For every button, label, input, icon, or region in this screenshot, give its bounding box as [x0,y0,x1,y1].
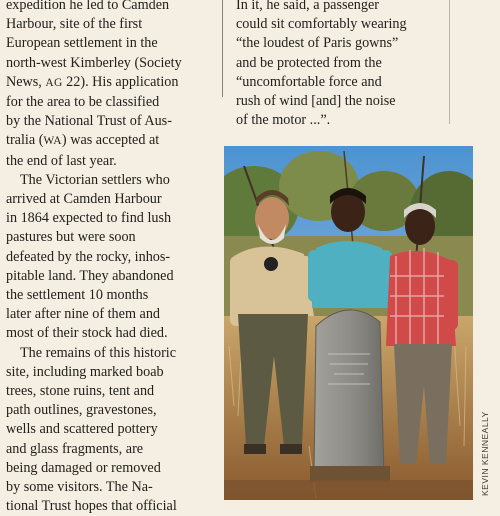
photo-credit-text: KEVIN KENNEALLY [480,411,490,496]
text-line: by the National Trust of Aus- [6,113,172,130]
text-line [6,131,218,151]
photo-credit [478,408,492,498]
gravestone [310,310,390,482]
text-line: site, including marked boab [6,363,164,380]
text-fragment: tralia ( [6,132,44,149]
text-line: trees, stone ruins, tent and [6,383,155,400]
text-line: defeated by the rocky, inhos- [6,248,171,265]
left-text-column [6,0,218,516]
text-line: north-west Kimberley (Society [6,54,182,71]
text-line: “the loudest of Paris gowns” [236,35,399,52]
text-line: pitable land. They abandoned [6,267,174,284]
text-fragment: 22). His application [62,73,179,90]
small-caps-abbrev: AG [45,76,63,89]
text-line: being damaged or removed [6,459,161,476]
text-line [6,73,218,93]
column-divider-right [449,0,450,124]
text-line: for the area to be classified [6,94,160,111]
paragraph-settlers [6,171,218,344]
text-line: the end of last year. [6,152,117,169]
text-line: Harbour, site of the first [6,16,143,33]
text-line: wells and scattered pottery [6,421,158,438]
paragraph-remains [6,344,218,516]
text-fragment: ) was accepted at [61,132,160,149]
text-line: later after nine of them and [6,306,161,323]
small-caps-abbrev: WA [43,135,62,148]
text-line: arrived at Camden Harbour [6,191,162,208]
text-line: and glass fragments, are [6,440,144,457]
text-line: tional Trust hopes that official [6,498,177,515]
text-line: could sit comfortably wearing [236,16,407,33]
text-line: of the motor ...”. [236,112,331,129]
foreground-dirt [224,480,473,500]
text-line: pastures but were soon [6,229,136,246]
text-line: European settlement in the [6,35,158,52]
paragraph-continuation [6,0,218,171]
text-line: most of their stock had died. [6,325,168,342]
photo-three-men-gravestone [224,146,473,500]
text-line: rush of wind [and] the noise [236,93,396,110]
text-line: “uncomfortable force and [236,73,382,90]
text-line: The remains of this historic [20,344,177,361]
text-line: The Victorian settlers who [20,171,170,188]
text-fragment: News, [6,73,46,90]
text-line: path outlines, gravestones, [6,402,157,419]
text-line: and be protected from the [236,54,382,71]
text-line: the settlement 10 months [6,287,149,304]
column-divider [222,0,223,97]
text-line: expedition he led to Camden [6,0,170,13]
right-text-column [236,0,448,130]
text-line: In it, he said, a passenger [236,0,380,13]
text-line: by some visitors. The Na- [6,479,153,496]
text-line: in 1864 expected to find lush [6,210,172,227]
